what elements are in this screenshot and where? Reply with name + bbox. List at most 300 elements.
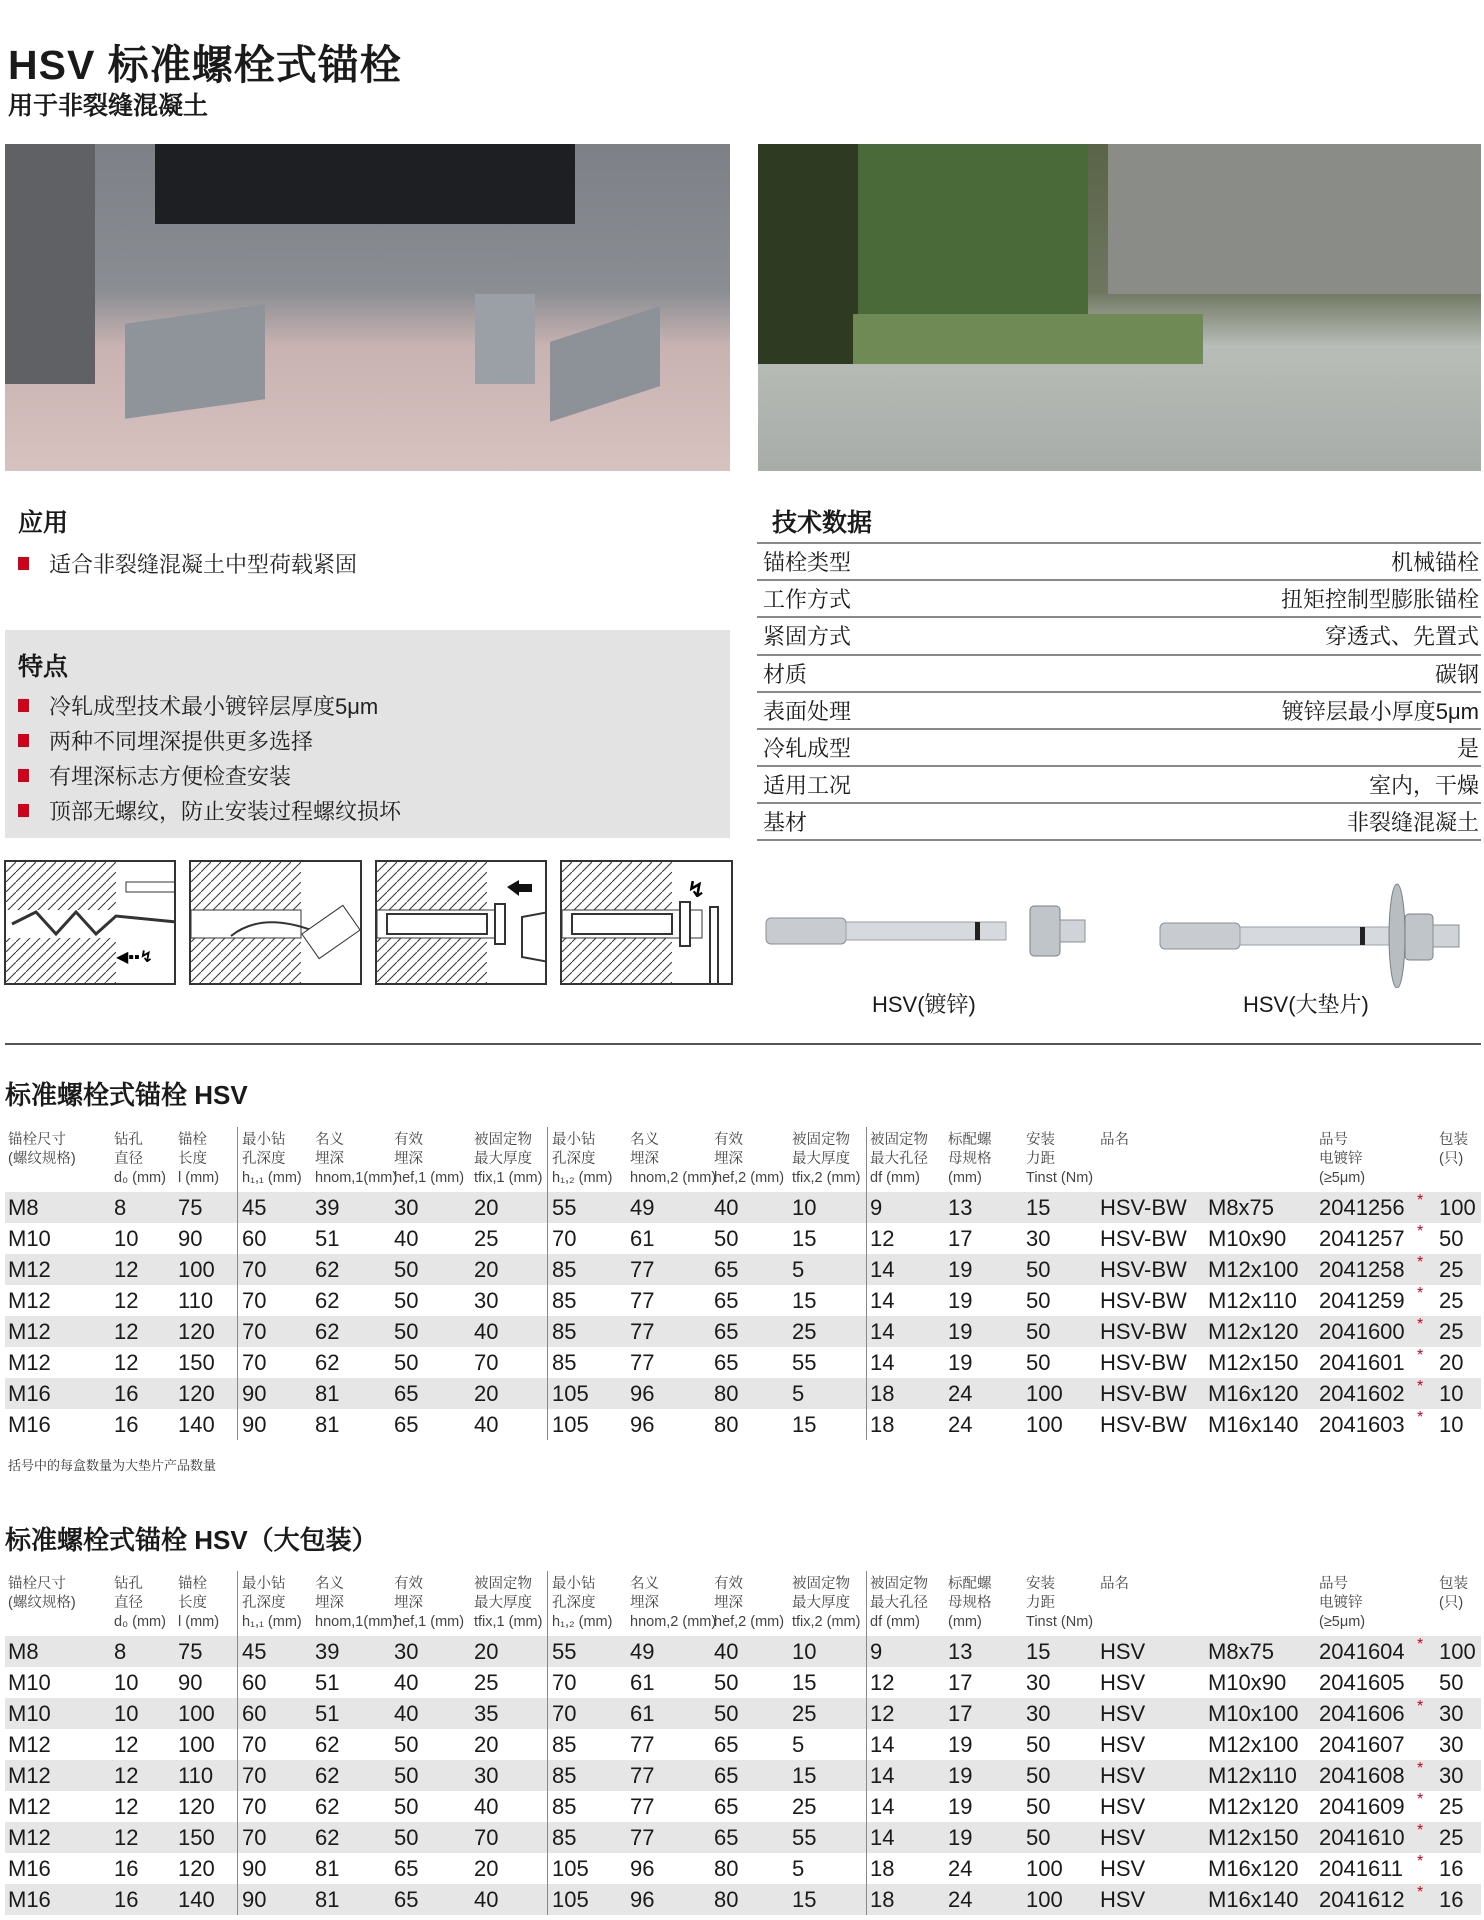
package-qty: 16 [1439, 1887, 1464, 1912]
drill-depth-2: 105 [552, 1412, 589, 1437]
product-name: HSV [1100, 1887, 1146, 1912]
fixture-thickness-1: 20 [474, 1381, 499, 1406]
table-row [5, 1636, 1481, 1667]
anchor-length: 75 [178, 1195, 203, 1220]
nominal-embed-1: 51 [315, 1226, 340, 1251]
nut-size: 19 [948, 1825, 973, 1850]
anchor-length: 140 [178, 1412, 215, 1437]
fixture-hole: 14 [870, 1763, 895, 1788]
effective-embed-1: 50 [394, 1257, 419, 1282]
tech-value: 非裂缝混凝土 [1346, 810, 1479, 836]
nominal-embed-2: 61 [630, 1670, 655, 1695]
effective-embed-1: 65 [394, 1381, 419, 1406]
anchor-length: 90 [178, 1670, 203, 1695]
install-step-drill-icon [4, 860, 176, 985]
drill-depth-1: 70 [242, 1319, 267, 1344]
package-qty: 10 [1439, 1381, 1464, 1406]
product-name: HSV-BW [1100, 1257, 1187, 1282]
effective-embed-2: 40 [714, 1195, 739, 1220]
nominal-embed-2: 96 [630, 1381, 655, 1406]
product-name: HSV-BW [1100, 1381, 1187, 1406]
tech-label: 冷轧成型 [763, 736, 852, 761]
tech-value: 镀锌层最小厚度5μm [1281, 698, 1479, 724]
nut-size: 24 [948, 1856, 973, 1881]
column-header: 被固定物 最大厚度 tfix,1 (mm) [474, 1132, 543, 1186]
tech-row [757, 765, 1481, 802]
install-step-insert-icon [375, 860, 547, 985]
fixture-thickness-1: 20 [474, 1732, 499, 1757]
nominal-embed-2: 49 [630, 1639, 655, 1664]
package-qty: 25 [1439, 1288, 1464, 1313]
bullet-icon [18, 699, 29, 712]
anchor-size: M12 [8, 1794, 51, 1819]
drill-depth-1: 60 [242, 1670, 267, 1695]
fixture-thickness-1: 40 [474, 1319, 499, 1344]
drill-diameter: 12 [114, 1288, 139, 1313]
drill-depth-2: 70 [552, 1701, 577, 1726]
effective-embed-1: 50 [394, 1319, 419, 1344]
column-header: 有效 埋深 hef,2 (mm) [714, 1132, 785, 1186]
effective-embed-1: 65 [394, 1887, 419, 1912]
item-number: 2041607 [1319, 1732, 1405, 1757]
fixture-thickness-2: 10 [792, 1639, 817, 1664]
nominal-embed-2: 96 [630, 1856, 655, 1881]
drill-diameter: 12 [114, 1257, 139, 1282]
effective-embed-1: 50 [394, 1825, 419, 1850]
install-torque: 50 [1026, 1763, 1051, 1788]
effective-embed-1: 40 [394, 1670, 419, 1695]
fixture-hole: 18 [870, 1887, 895, 1912]
product-name: HSV [1100, 1825, 1146, 1850]
effective-embed-2: 65 [714, 1319, 739, 1344]
column-header: 名义 埋深 hnom,2 (mm) [630, 1132, 717, 1186]
column-header: 被固定物 最大孔径 df (mm) [870, 1132, 928, 1186]
fixture-hole: 14 [870, 1350, 895, 1375]
effective-embed-2: 50 [714, 1701, 739, 1726]
product-size: M16x120 [1208, 1856, 1299, 1881]
effective-embed-2: 50 [714, 1226, 739, 1251]
effective-embed-1: 50 [394, 1350, 419, 1375]
feature-text: 冷轧成型技术最小镀锌层厚度5μm [49, 694, 379, 719]
feature-item [18, 760, 291, 791]
column-header: 安装 力距 Tinst (Nm) [1026, 1576, 1094, 1630]
fixture-hole: 14 [870, 1288, 895, 1313]
drill-depth-1: 90 [242, 1412, 267, 1437]
fixture-thickness-2: 25 [792, 1794, 817, 1819]
red-star-icon: * [1417, 1822, 1424, 1839]
effective-embed-2: 65 [714, 1794, 739, 1819]
package-qty: 16 [1439, 1856, 1464, 1881]
product-size: M16x120 [1208, 1381, 1299, 1406]
anchor-size: M12 [8, 1288, 51, 1313]
column-divider [237, 1571, 238, 1915]
fixture-thickness-2: 15 [792, 1412, 817, 1437]
nut-size: 24 [948, 1381, 973, 1406]
product-size: M12x110 [1208, 1288, 1297, 1313]
fixture-thickness-1: 30 [474, 1288, 499, 1313]
drill-depth-2: 105 [552, 1856, 589, 1881]
anchor-size: M8 [8, 1639, 39, 1664]
anchor-length: 120 [178, 1319, 215, 1344]
product-name: HSV [1100, 1794, 1146, 1819]
column-header: 名义 埋深 hnom,1(mm) [315, 1132, 398, 1186]
anchor-length: 110 [178, 1763, 214, 1788]
fixture-thickness-2: 5 [792, 1732, 805, 1757]
install-torque: 15 [1026, 1195, 1051, 1220]
nut-size: 24 [948, 1887, 973, 1912]
feature-item [18, 795, 401, 826]
drill-diameter: 16 [114, 1887, 139, 1912]
effective-embed-2: 40 [714, 1639, 739, 1664]
nominal-embed-1: 39 [315, 1195, 340, 1220]
feature-text: 顶部无螺纹，防止安装过程螺纹损坏 [49, 799, 402, 824]
effective-embed-2: 80 [714, 1381, 739, 1406]
tech-row [757, 728, 1481, 765]
package-qty: 30 [1439, 1763, 1464, 1788]
fixture-hole: 18 [870, 1412, 895, 1437]
fixture-thickness-2: 15 [792, 1226, 817, 1251]
tech-table-bottom-rule [757, 839, 1481, 841]
drill-depth-1: 60 [242, 1226, 267, 1251]
nominal-embed-1: 62 [315, 1732, 340, 1757]
anchor-size: M12 [8, 1732, 51, 1757]
tech-row [757, 654, 1481, 691]
hsv-galvanized-label: HSV(镀锌) [872, 992, 976, 1017]
table-row [5, 1729, 1481, 1760]
column-header: 有效 埋深 hef,1 (mm) [394, 1576, 465, 1630]
install-torque: 50 [1026, 1794, 1051, 1819]
tech-value: 碳钢 [1434, 661, 1479, 687]
effective-embed-1: 50 [394, 1794, 419, 1819]
hsv-large-washer-label: HSV(大垫片) [1243, 992, 1369, 1017]
nut-size: 13 [948, 1195, 973, 1220]
item-number: 2041612 [1319, 1887, 1405, 1912]
red-star-icon: * [1417, 1378, 1424, 1395]
product-size: M12x120 [1208, 1319, 1299, 1344]
effective-embed-2: 65 [714, 1763, 739, 1788]
nut-size: 19 [948, 1350, 973, 1375]
drill-diameter: 16 [114, 1381, 139, 1406]
anchor-length: 150 [178, 1350, 215, 1375]
anchor-size: M12 [8, 1825, 51, 1850]
column-divider [866, 1127, 867, 1440]
bullet-icon [18, 734, 29, 747]
nut-size: 19 [948, 1257, 973, 1282]
drill-depth-2: 105 [552, 1381, 589, 1406]
fixture-thickness-2: 5 [792, 1381, 805, 1406]
effective-embed-1: 40 [394, 1226, 419, 1251]
tech-label: 基材 [763, 810, 808, 836]
nominal-embed-1: 51 [315, 1701, 340, 1726]
drill-diameter: 10 [114, 1670, 139, 1695]
nut-size: 19 [948, 1794, 973, 1819]
item-number: 2041256 [1319, 1195, 1405, 1220]
drill-diameter: 12 [114, 1794, 139, 1819]
product-size: M8x75 [1208, 1195, 1275, 1220]
red-star-icon: * [1417, 1223, 1424, 1240]
table-row [5, 1285, 1481, 1316]
feature-text: 两种不同埋深提供更多选择 [49, 729, 314, 754]
column-header: 有效 埋深 hef,2 (mm) [714, 1576, 785, 1630]
anchor-size: M10 [8, 1701, 51, 1726]
table-row [5, 1254, 1481, 1285]
anchor-length: 75 [178, 1639, 203, 1664]
anchor-size: M12 [8, 1319, 51, 1344]
anchor-size: M8 [8, 1195, 39, 1220]
svg-text:◀▪▪↯: ◀▪▪↯ [116, 949, 154, 966]
nominal-embed-1: 62 [315, 1794, 340, 1819]
anchor-length: 140 [178, 1887, 215, 1912]
column-divider [866, 1571, 867, 1915]
package-qty: 20 [1439, 1350, 1464, 1375]
tech-row [757, 616, 1481, 653]
feature-item [18, 690, 378, 721]
item-number: 2041259 [1319, 1288, 1405, 1313]
table-row [5, 1853, 1481, 1884]
drill-depth-1: 90 [242, 1856, 267, 1881]
drill-depth-2: 85 [552, 1350, 577, 1375]
section-divider [5, 1043, 1481, 1045]
tech-label: 工作方式 [763, 587, 852, 613]
page-subtitle: 用于非裂缝混凝土 [8, 92, 209, 120]
install-torque: 30 [1026, 1226, 1051, 1251]
package-qty: 25 [1439, 1319, 1464, 1344]
package-qty: 100 [1439, 1195, 1476, 1220]
tech-value: 穿透式、先置式 [1324, 624, 1479, 650]
package-qty: 100 [1439, 1639, 1476, 1664]
nominal-embed-2: 49 [630, 1195, 655, 1220]
item-number: 2041604 [1319, 1639, 1405, 1664]
table-row [5, 1791, 1481, 1822]
column-header: 有效 埋深 hef,1 (mm) [394, 1132, 465, 1186]
column-header: 安装 力距 Tinst (Nm) [1026, 1132, 1094, 1186]
package-qty: 25 [1439, 1794, 1464, 1819]
package-qty: 50 [1439, 1226, 1464, 1251]
bullet-icon [18, 804, 29, 817]
item-number: 2041601 [1319, 1350, 1405, 1375]
nominal-embed-1: 62 [315, 1350, 340, 1375]
item-number: 2041605 [1319, 1670, 1405, 1695]
item-number: 2041603 [1319, 1412, 1405, 1437]
effective-embed-2: 65 [714, 1350, 739, 1375]
tech-value: 机械锚栓 [1390, 550, 1479, 575]
install-torque: 30 [1026, 1701, 1051, 1726]
column-header: 最小钻 孔深度 h₁,₂ (mm) [552, 1576, 613, 1630]
nominal-embed-1: 62 [315, 1288, 340, 1313]
anchor-size: M12 [8, 1763, 51, 1788]
tech-data-heading: 技术数据 [772, 509, 873, 537]
fixture-hole: 12 [870, 1670, 895, 1695]
column-header: 品名 [1100, 1576, 1129, 1592]
anchor-length: 120 [178, 1856, 215, 1881]
fixture-thickness-2: 25 [792, 1701, 817, 1726]
anchor-length: 100 [178, 1701, 215, 1726]
drill-depth-1: 70 [242, 1257, 267, 1282]
red-star-icon: * [1417, 1791, 1424, 1808]
drill-depth-2: 85 [552, 1319, 577, 1344]
item-number: 2041608 [1319, 1763, 1405, 1788]
nominal-embed-1: 81 [315, 1887, 340, 1912]
product-name: HSV [1100, 1670, 1146, 1695]
red-star-icon: * [1417, 1853, 1424, 1870]
drill-diameter: 12 [114, 1763, 139, 1788]
tech-value: 扭矩控制型膨胀锚栓 [1280, 587, 1479, 613]
nominal-embed-2: 61 [630, 1226, 655, 1251]
effective-embed-1: 40 [394, 1701, 419, 1726]
nominal-embed-2: 77 [630, 1257, 655, 1282]
fixture-thickness-1: 25 [474, 1670, 499, 1695]
drill-depth-2: 85 [552, 1763, 577, 1788]
product-name: HSV [1100, 1732, 1146, 1757]
install-torque: 30 [1026, 1670, 1051, 1695]
effective-embed-1: 30 [394, 1195, 419, 1220]
install-step-clean-icon [189, 860, 362, 985]
drill-depth-1: 60 [242, 1701, 267, 1726]
nominal-embed-2: 96 [630, 1412, 655, 1437]
drill-depth-2: 85 [552, 1825, 577, 1850]
column-header: 标配螺 母规格 (mm) [948, 1576, 992, 1630]
nominal-embed-1: 81 [315, 1381, 340, 1406]
nominal-embed-2: 77 [630, 1825, 655, 1850]
drill-depth-2: 105 [552, 1887, 589, 1912]
product-size: M16x140 [1208, 1412, 1299, 1437]
features-heading: 特点 [18, 653, 69, 681]
install-torque: 15 [1026, 1639, 1051, 1664]
fixture-hole: 12 [870, 1226, 895, 1251]
package-qty: 10 [1439, 1412, 1464, 1437]
tech-row [757, 579, 1481, 616]
anchor-length: 110 [178, 1288, 214, 1313]
drill-diameter: 12 [114, 1825, 139, 1850]
drill-depth-2: 55 [552, 1639, 577, 1664]
install-torque: 50 [1026, 1732, 1051, 1757]
effective-embed-2: 65 [714, 1288, 739, 1313]
effective-embed-1: 65 [394, 1856, 419, 1881]
effective-embed-1: 65 [394, 1412, 419, 1437]
nominal-embed-2: 77 [630, 1319, 655, 1344]
drill-depth-2: 85 [552, 1794, 577, 1819]
product-name: HSV [1100, 1763, 1146, 1788]
hsv-galvanized-product-image [760, 878, 1095, 978]
drill-depth-2: 70 [552, 1670, 577, 1695]
fixture-thickness-1: 70 [474, 1825, 499, 1850]
red-star-icon: * [1417, 1698, 1424, 1715]
drill-depth-2: 85 [552, 1257, 577, 1282]
tech-label: 适用工况 [763, 773, 852, 799]
column-header: 被固定物 最大厚度 tfix,2 (mm) [792, 1576, 861, 1630]
product-size: M12x120 [1208, 1794, 1299, 1819]
anchor-length: 150 [178, 1825, 215, 1850]
anchor-size: M16 [8, 1381, 51, 1406]
tech-label: 锚栓类型 [763, 550, 852, 575]
effective-embed-1: 50 [394, 1763, 419, 1788]
hsv-large-washer-product-image [1155, 878, 1481, 988]
fixture-hole: 14 [870, 1319, 895, 1344]
item-number: 2041606 [1319, 1701, 1405, 1726]
nominal-embed-2: 77 [630, 1732, 655, 1757]
anchor-length: 120 [178, 1794, 215, 1819]
feature-item [18, 725, 313, 756]
column-header: 名义 埋深 hnom,2 (mm) [630, 1576, 717, 1630]
drill-depth-1: 70 [242, 1794, 267, 1819]
nut-size: 19 [948, 1288, 973, 1313]
product-size: M12x150 [1208, 1825, 1299, 1850]
application-item-text: 适合非裂缝混凝土中型荷载紧固 [49, 552, 358, 577]
fixture-thickness-1: 25 [474, 1226, 499, 1251]
install-torque: 100 [1026, 1887, 1063, 1912]
install-torque: 50 [1026, 1319, 1051, 1344]
install-torque: 50 [1026, 1257, 1051, 1282]
drill-depth-2: 55 [552, 1195, 577, 1220]
effective-embed-2: 65 [714, 1732, 739, 1757]
anchor-size: M10 [8, 1670, 51, 1695]
drill-diameter: 12 [114, 1319, 139, 1344]
fixture-thickness-1: 40 [474, 1887, 499, 1912]
application-photo-window-frame [5, 144, 730, 471]
product-size: M12x100 [1208, 1257, 1299, 1282]
package-qty: 30 [1439, 1732, 1464, 1757]
nominal-embed-1: 62 [315, 1257, 340, 1282]
product-name: HSV-BW [1100, 1195, 1187, 1220]
fixture-thickness-2: 5 [792, 1856, 805, 1881]
anchor-size: M10 [8, 1226, 51, 1251]
page-title: HSV 标准螺栓式锚栓 [8, 42, 402, 88]
column-header: 标配螺 母规格 (mm) [948, 1132, 992, 1186]
effective-embed-2: 50 [714, 1670, 739, 1695]
drill-depth-1: 70 [242, 1288, 267, 1313]
item-number: 2041257 [1319, 1226, 1405, 1251]
tech-row [757, 542, 1481, 579]
item-number: 2041602 [1319, 1381, 1405, 1406]
fixture-hole: 9 [870, 1639, 883, 1664]
column-header: 锚栓尺寸 (螺纹规格) [8, 1132, 76, 1167]
fixture-hole: 14 [870, 1825, 895, 1850]
drill-diameter: 8 [114, 1639, 127, 1664]
anchor-length: 120 [178, 1381, 215, 1406]
anchor-length: 100 [178, 1732, 215, 1757]
red-star-icon: * [1417, 1409, 1424, 1426]
tech-label: 材质 [763, 661, 808, 687]
red-star-icon: * [1417, 1347, 1424, 1364]
tech-label: 紧固方式 [763, 624, 852, 650]
svg-text:↯: ↯ [687, 877, 706, 902]
application-photo-steel-column [758, 144, 1481, 471]
nominal-embed-2: 96 [630, 1887, 655, 1912]
fixture-hole: 18 [870, 1381, 895, 1406]
fixture-thickness-1: 70 [474, 1350, 499, 1375]
red-star-icon: * [1417, 1316, 1424, 1333]
column-header: 被固定物 最大厚度 tfix,1 (mm) [474, 1576, 543, 1630]
product-size: M8x75 [1208, 1639, 1275, 1664]
drill-diameter: 12 [114, 1732, 139, 1757]
column-header: 品名 [1100, 1132, 1129, 1148]
column-divider [547, 1127, 548, 1440]
table-row [5, 1409, 1481, 1440]
product-size: M12x100 [1208, 1732, 1299, 1757]
table-row [5, 1192, 1481, 1223]
effective-embed-1: 50 [394, 1288, 419, 1313]
product-name: HSV-BW [1100, 1412, 1187, 1437]
effective-embed-1: 50 [394, 1732, 419, 1757]
table-row [5, 1698, 1481, 1729]
anchor-length: 90 [178, 1226, 203, 1251]
drill-depth-1: 70 [242, 1350, 267, 1375]
nut-size: 13 [948, 1639, 973, 1664]
package-qty: 25 [1439, 1825, 1464, 1850]
product-size: M12x110 [1208, 1763, 1297, 1788]
nut-size: 17 [948, 1670, 973, 1695]
fixture-hole: 18 [870, 1856, 895, 1881]
